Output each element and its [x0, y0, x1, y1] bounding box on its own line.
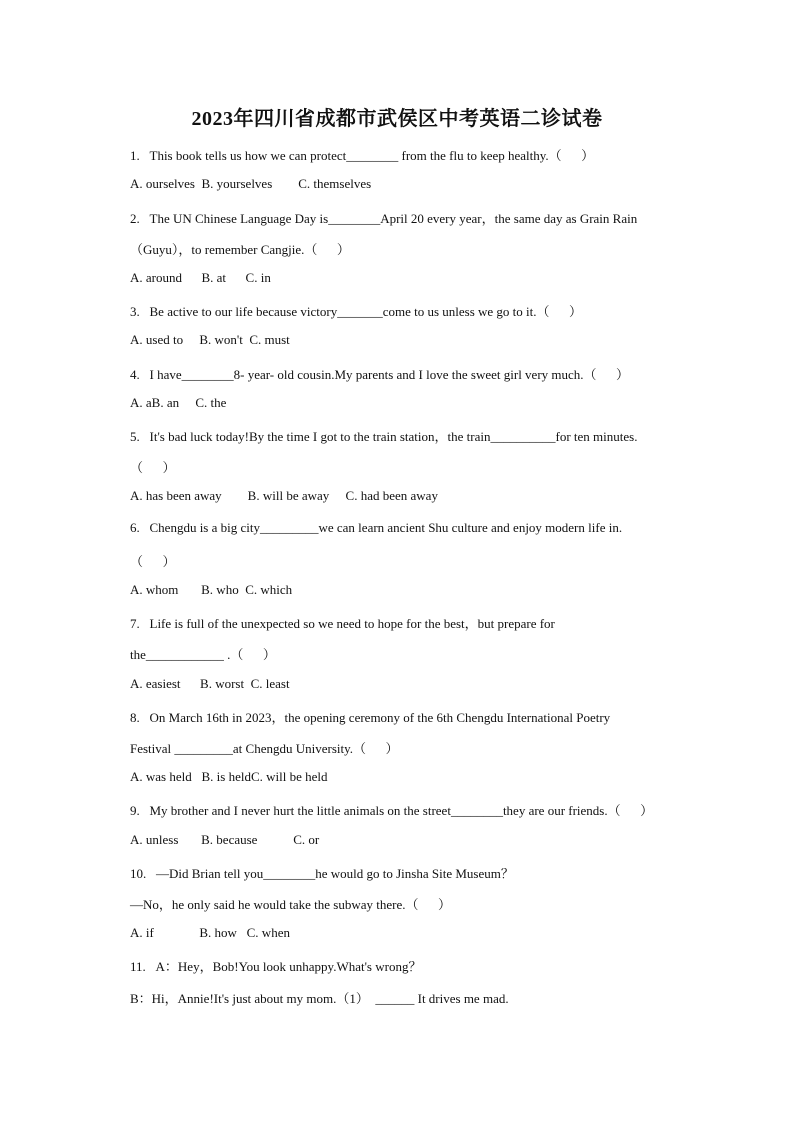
q11-dialogue-a: 11. A：Hey，Bob!You look unhappy.What's wrong？ — [130, 959, 422, 974]
q6-stem-cont: （ ） — [130, 554, 176, 569]
q1-stem: 1. This book tells us how we can protect________ from the flu to keep healthy.（ ） — [130, 148, 595, 163]
q3-options: A. used to B. won't C. must — [130, 332, 290, 347]
q2-options: A. around B. at C. in — [130, 270, 271, 285]
q8-stem-cont: Festival _________at Chengdu University.（ ） — [130, 741, 399, 756]
q6-options: A. whom B. who C. which — [130, 582, 293, 597]
q5-stem-cont: （ ） — [130, 460, 176, 475]
q9-stem: 9. My brother and I never hurt the little animals on the street________they are our friends.（ ） — [130, 803, 654, 818]
q7-stem-cont: the____________ .（ ） — [130, 647, 276, 662]
q7-options: A. easiest B. worst C. least — [130, 676, 290, 691]
q10-options: A. if B. how C. when — [130, 925, 290, 940]
q4-stem: 4. I have________8- year- old cousin.My parents and I love the sweet girl very much.（ ） — [130, 367, 630, 382]
q10-stem-cont: —No，he only said he would take the subway there.（ ） — [130, 897, 451, 912]
exam-title: 2023年四川省成都市武侯区中考英语二诊试卷 — [191, 108, 603, 130]
q3-stem: 3. Be active to our life because victory_______come to us unless we go to it.（ ） — [130, 304, 583, 319]
q1-options: A. ourselves B. yourselves C. themselves — [130, 176, 372, 191]
q8-options: A. was held B. is heldC. will be held — [130, 769, 328, 784]
q7-stem: 7. Life is full of the unexpected so we need to hope for the best，but prepare for — [130, 616, 555, 631]
q6-stem: 6. Chengdu is a big city_________we can learn ancient Shu culture and enjoy modern life in. — [130, 520, 623, 535]
q8-stem: 8. On March 16th in 2023，the opening ceremony of the 6th Chengdu International Poetry — [130, 710, 611, 725]
q10-stem: 10. —Did Brian tell you________he would go to Jinsha Site Museum？ — [130, 866, 514, 881]
q5-stem: 5. It's bad luck today!By the time I got to the train station，the train__________for ten minutes. — [130, 429, 638, 444]
q2-stem-cont: （Guyu），to remember Cangjie.（ ） — [130, 242, 350, 257]
q11-dialogue-b: B：Hi，Annie!It's just about my mom.（1） ______ It drives me mad. — [130, 991, 509, 1006]
q9-options: A. unless B. because C. or — [130, 832, 320, 847]
q2-stem: 2. The UN Chinese Language Day is________April 20 every year，the same day as Grain Rain — [130, 211, 638, 226]
q5-options: A. has been away B. will be away C. had been away — [130, 488, 438, 503]
q4-options: A. aB. an C. the — [130, 395, 227, 410]
